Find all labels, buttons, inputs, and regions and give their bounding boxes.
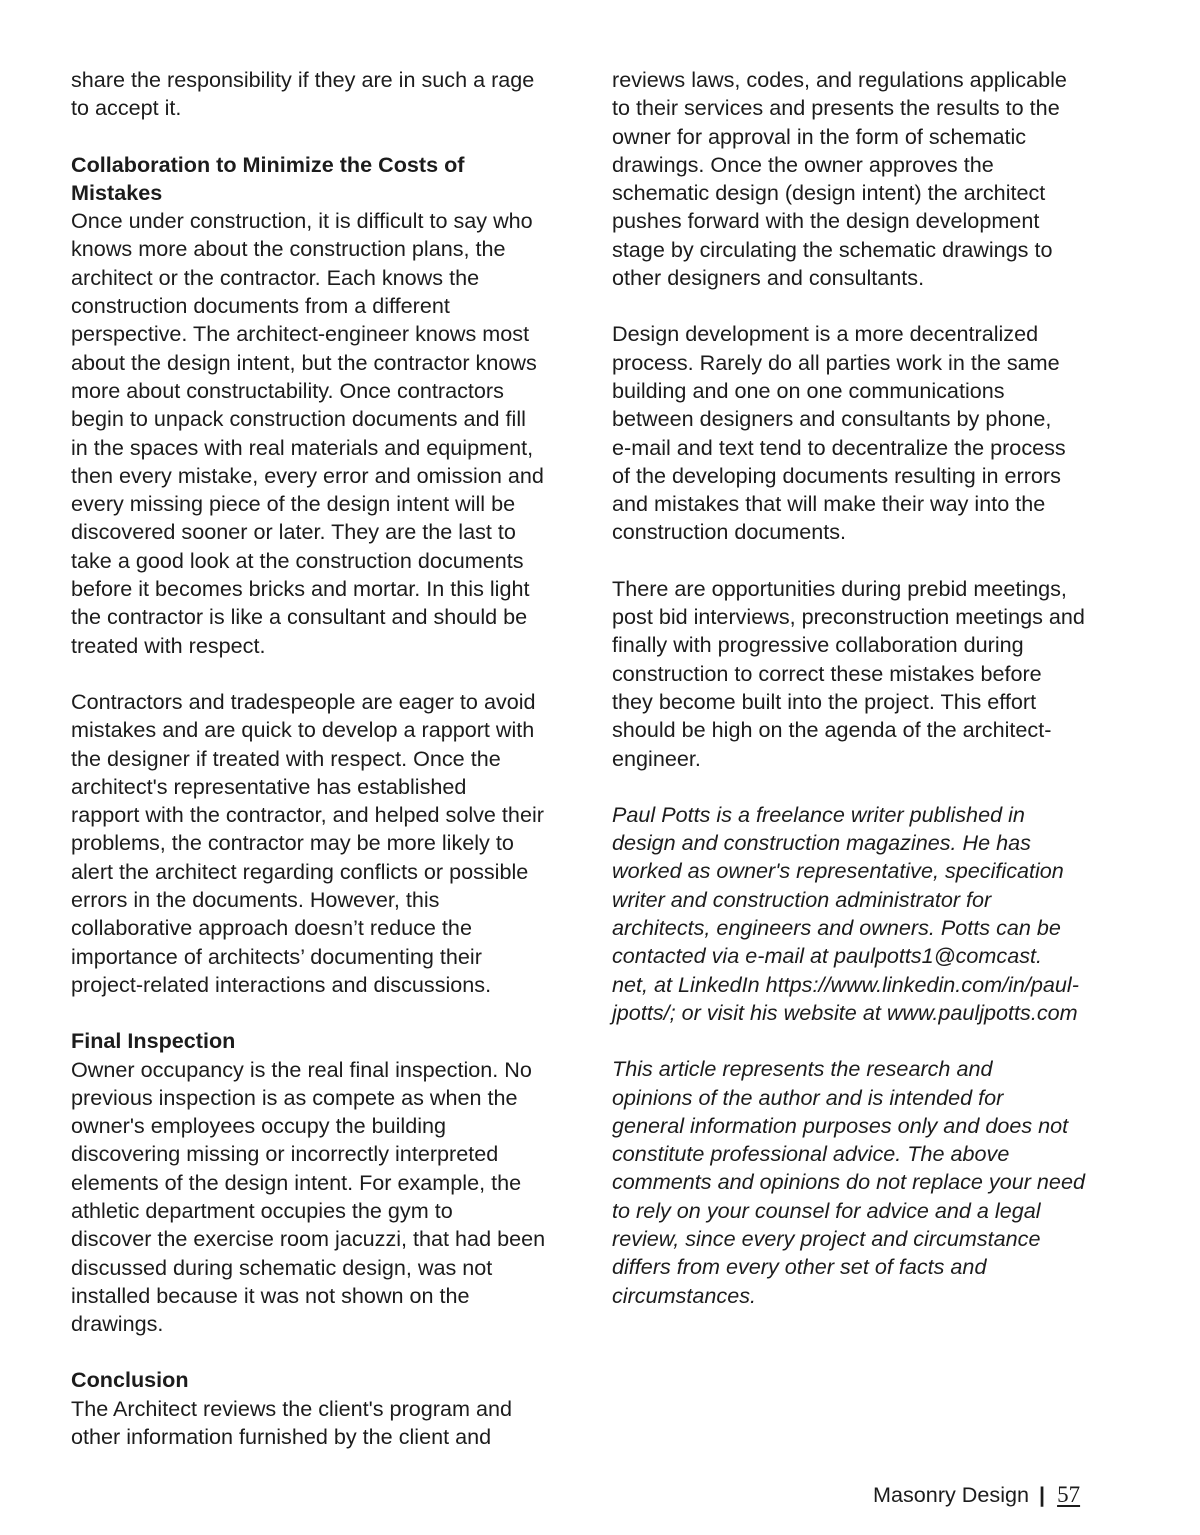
footer-separator: | <box>1039 1482 1046 1507</box>
collaboration-paragraph-1: Once under construction, it is difficult to say who knows more about the construction plans, the architect or the contractor. Each knows the construction documents from a different perspective. The architect-engineer knows most about the design intent, but the contractor knows more about constructability. Once contractors begin to unpack construction documents and fill in the spaces with real materials and equipment, then every mistake, every error and omission and every missing piece of the design intent will be discovered sooner or later. They are the last to take a good look at the construction documents before it becomes bricks and mortar. In this light the contractor is like a consultant and should be treated with respect. <box>71 208 544 658</box>
magazine-name: Masonry Design <box>873 1482 1030 1507</box>
conclusion-continued-paragraph: reviews laws, codes, and regulations applicable to their services and presents the results to the owner for approval in the form of schematic drawings. Once the owner approves the schematic design (design intent) the architect pushes forward with the design development stage by circulating the schematic drawings to other designers and consultants. <box>612 67 1067 291</box>
opportunities-paragraph: There are opportunities during prebid meetings, post bid interviews, preconstruction meetings and finally with progressive collaboration during construction to correct these mistakes before they become built into the project. This effort should be high on the agenda of the architect- engineer. <box>612 575 1085 771</box>
left-column <box>71 66 593 1451</box>
conclusion-heading: Conclusion <box>71 1367 189 1393</box>
disclaimer: This article represents the research and opinions of the author and is intended for general information purposes only and does not constitute professional advice. The above comments and opinions do not replace your need to rely on your counsel for advice and a legal review, since every project and circumstance differs from every other set of facts and circumstances. <box>612 1056 1085 1308</box>
intro-paragraph: share the responsibility if they are in such a rage to accept it. <box>71 67 535 121</box>
design-development-paragraph: Design development is a more decentralized process. Rarely do all parties work in the same building and one on one communications between designers and consultants by phone, e-mail and text tend to decentralize the process of the developing documents resulting in errors and mistakes that will make their way into the construction documents. <box>612 321 1066 545</box>
page-number: 57 <box>1057 1482 1081 1507</box>
collaboration-heading: Collaboration to Minimize the Costs of Mistakes <box>71 151 465 205</box>
final-inspection-paragraph: Owner occupancy is the real final inspection. No previous inspection is as compete as when the owner's employees occupy the building discovering missing or incorrectly interpreted elements of the design intent. For example, the athletic department occupies the gym to discover the exercise room jacuzzi, that had been discussed during schematic design, was not installed because it was not shown on the drawings. <box>71 1056 546 1337</box>
page-footer <box>873 1482 1080 1514</box>
author-bio: Paul Potts is a freelance writer published in design and construction magazines. He has worked as owner's representative, specification writer and construction administrator for architects, engineers and owners. Potts can be contacted via e-mail at paulpotts1@comcast. net, at LinkedIn https://www.linkedin.com/in/paul- jpotts/; or visit his website at www.pauljpotts.com <box>612 801 1079 1025</box>
right-column <box>612 66 1134 1310</box>
conclusion-paragraph: The Architect reviews the client's program and other information furnished by the client and <box>71 1395 512 1450</box>
final-inspection-heading: Final Inspection <box>71 1028 236 1054</box>
collaboration-paragraph-2: Contractors and tradespeople are eager to avoid mistakes and are quick to develop a rapport with the designer if treated with respect. Once the architect's representative has established rapport with the contractor, and helped solve their problems, the contractor may be more likely to alert the architect regarding conflicts or possible errors in the documents. However, this collaborative approach doesn’t reduce the importance of architects’ documenting their project-related interactions and discussions. <box>71 688 544 997</box>
